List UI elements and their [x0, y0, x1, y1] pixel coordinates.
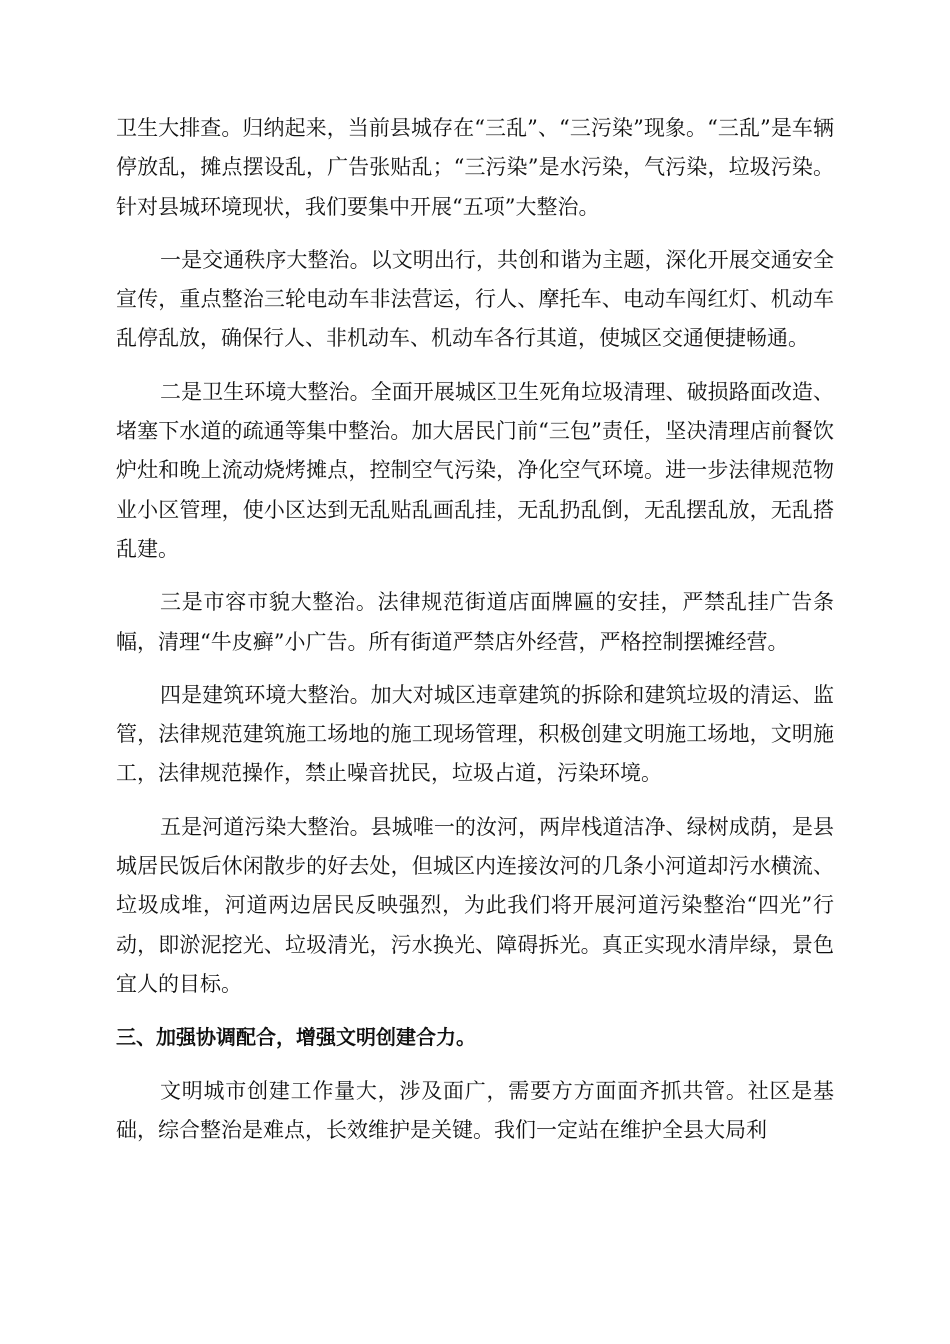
- paragraph-river-pollution: 五是河道污染大整治。县城唯一的汝河，两岸栈道洁净、绿树成荫，是县城居民饭后休闲散步的好去处，但城区内连接汝河的几条小河道却污水横流、垃圾成堆，河道两边居民反映强烈，为此我们将开展河道污染整治“四光”行动，即淤泥挖光、垃圾清光，污水换光、障碍拆光。真正实现水清岸绿，景色宜人的目标。: [116, 814, 834, 996]
- paragraph-city-appearance: 三是市容市貌大整治。法律规范街道店面牌匾的安挂，严禁乱挂广告条幅，清理“牛皮癣”小广告。所有街道严禁店外经营，严格控制摆摊经营。: [116, 590, 834, 654]
- paragraph-traffic-order: 一是交通秩序大整治。以文明出行，共创和谐为主题，深化开展交通安全宣传，重点整治三轮电动车非法营运，行人、摩托车、电动车闯红灯、机动车乱停乱放，确保行人、非机动车、机动车各行其道，使城区交通便捷畅通。: [116, 247, 834, 351]
- paragraph-construction-environment: 四是建筑环境大整治。加大对城区违章建筑的拆除和建筑垃圾的清运、监管，法律规范建筑施工场地的施工现场管理，积极创建文明施工场地，文明施工，法律规范操作，禁止噪音扰民，垃圾占道，污染环境。: [116, 682, 834, 786]
- document-body: [116, 109, 834, 1164]
- paragraph-sanitation-summary: 卫生大排查。归纳起来，当前县城存在“三乱”、“三污染”现象。“三乱”是车辆停放乱，摊点摆设乱，广告张贴乱；“三污染”是水污染，气污染，垃圾污染。针对县城环境现状，我们要集中开展“五项”大整治。: [116, 116, 834, 219]
- paragraph-sanitation-environment: 二是卫生环境大整治。全面开展城区卫生死角垃圾清理、破损路面改造、堵塞下水道的疏通等集中整治。加大居民门前“三包”责任，坚决清理店前餐饮炉灶和晚上流动烧烤摊点，控制空气污染，净化空气环境。进一步法律规范物业小区管理，使小区达到无乱贴乱画乱挂，无乱扔乱倒，无乱摆乱放，无乱搭乱建。: [116, 379, 834, 561]
- section-heading: 三、加强协调配合，增强文明创建合力。: [116, 1025, 476, 1050]
- paragraph-coordination: 文明城市创建工作量大，涉及面广，需要方方面面齐抓共管。社区是基础，综合整治是难点，长效维护是关键。我们一定站在维护全县大局利: [116, 1078, 834, 1142]
